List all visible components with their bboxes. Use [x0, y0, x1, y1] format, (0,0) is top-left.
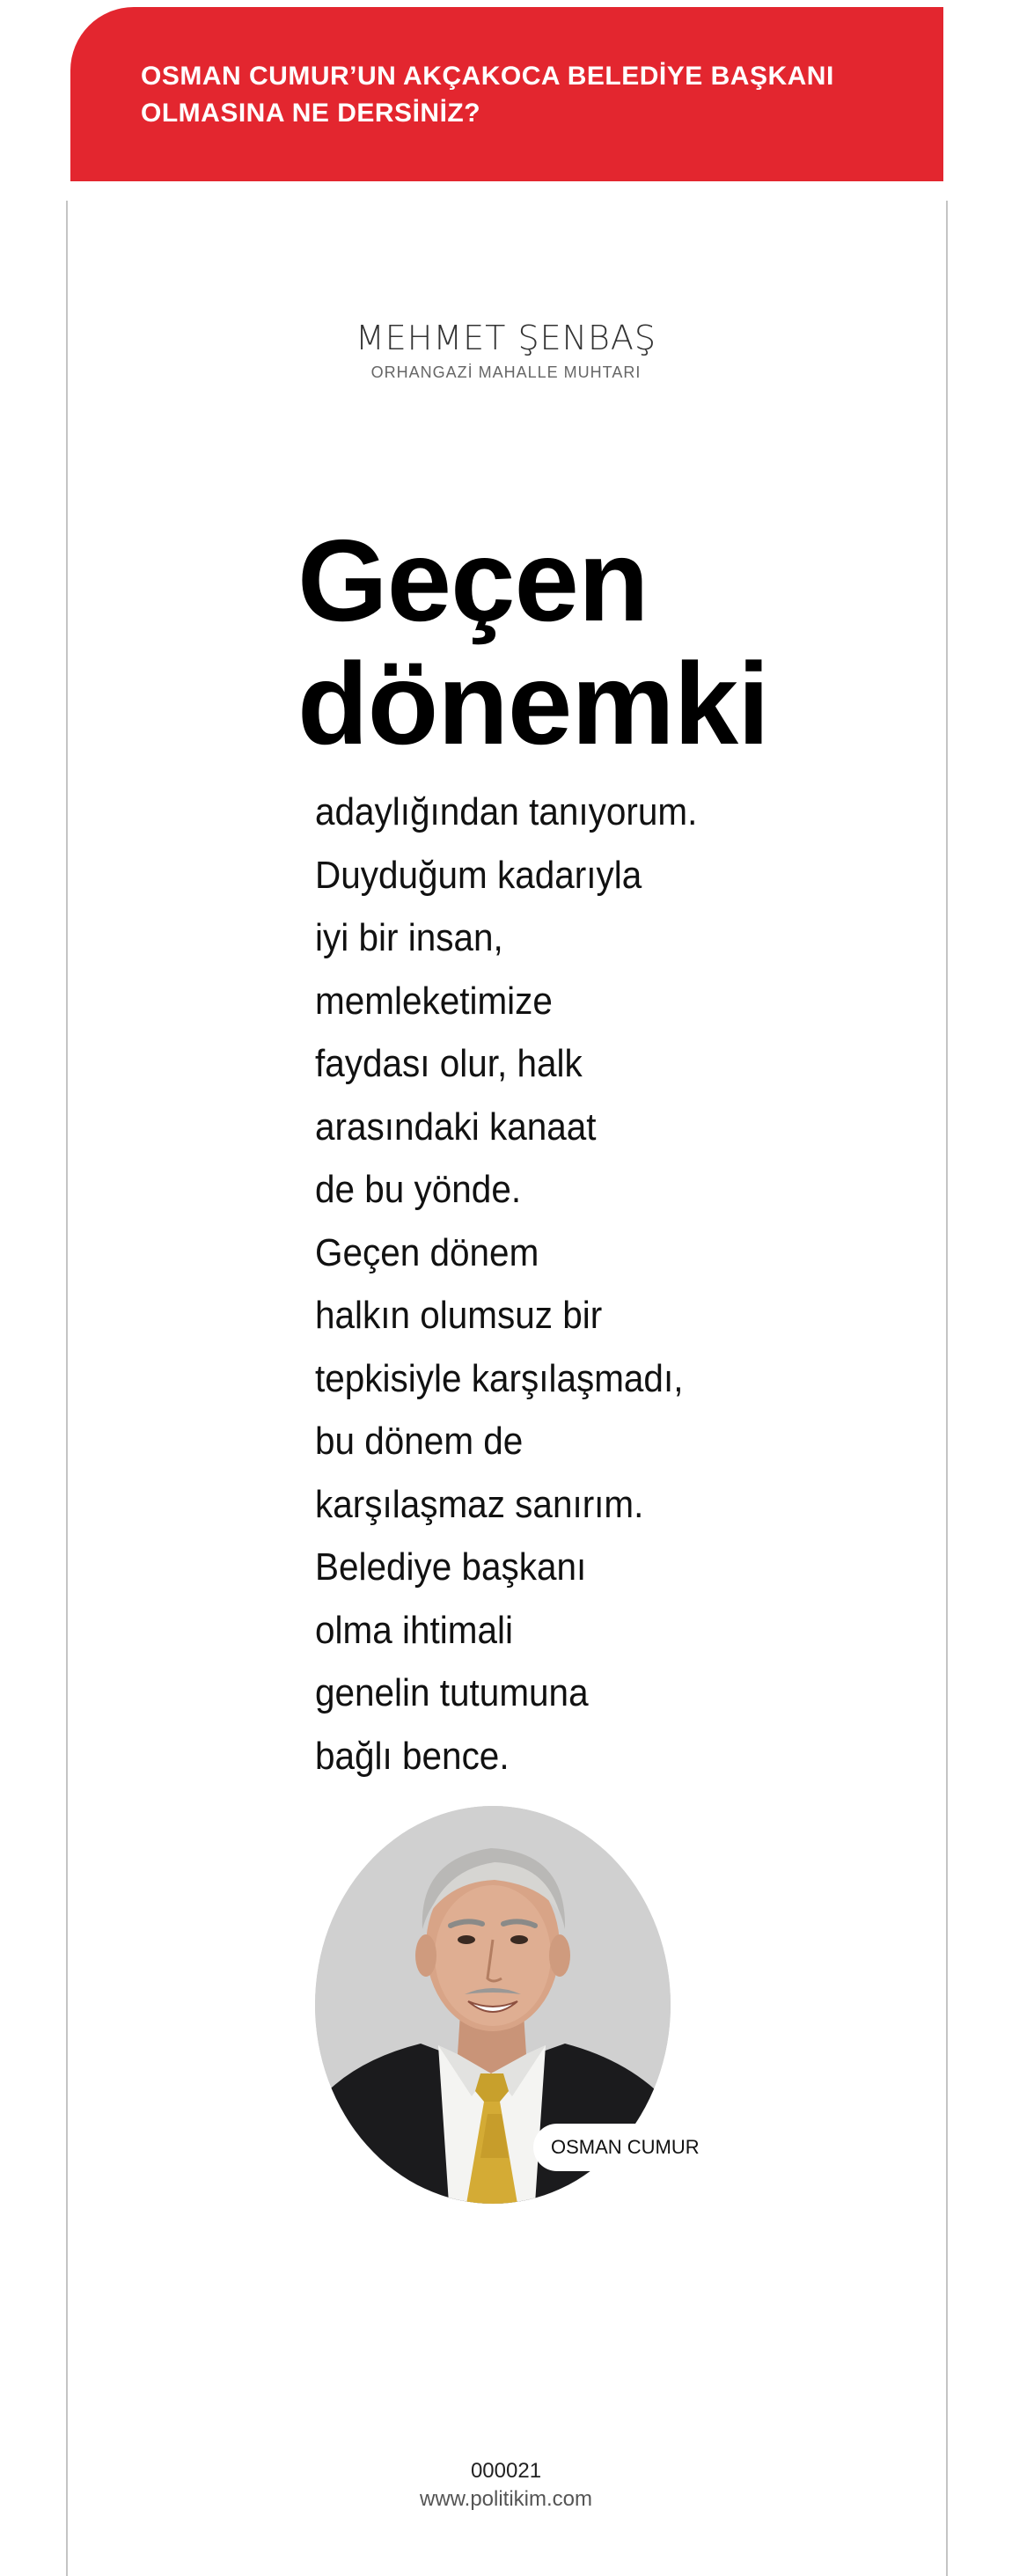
- answer-line: de bu yönde.: [315, 1168, 522, 1211]
- answer-line: tepkisiyle karşılaşmadı,: [315, 1356, 684, 1400]
- answer-line: halkın olumsuz bir: [315, 1294, 603, 1337]
- answer-line: Duyduğum kadarıyla: [315, 853, 642, 897]
- footer-website: www.politikim.com: [419, 2487, 593, 2511]
- answer-line: bu dönem de: [315, 1420, 524, 1463]
- portrait-block: [315, 1806, 700, 2204]
- portrait-caption: OSMAN CUMUR: [533, 2124, 709, 2171]
- footer: [0, 2457, 1012, 2514]
- answer-line: Belediye başkanı: [315, 1545, 587, 1589]
- answer-text: [315, 781, 808, 1787]
- headline-line-1: Geçen: [297, 516, 649, 645]
- answer-line: karşılaşmaz sanırım.: [315, 1482, 644, 1526]
- question-header: [70, 7, 943, 181]
- answer-line: faydası olur, halk: [315, 1042, 583, 1085]
- answer-line: bağlı bence.: [315, 1734, 510, 1778]
- answer-headline: [297, 516, 790, 768]
- answer-line: arasındaki kanaat: [315, 1105, 597, 1149]
- answer-line: olma ihtimali: [315, 1608, 513, 1652]
- respondent-title: ORHANGAZİ MAHALLE MUHTARI: [370, 363, 642, 381]
- question-text: OSMAN CUMUR’UN AKÇAKOCA BELEDİYE BAŞKANI OLMASINA NE DERSİNİZ?: [141, 62, 834, 128]
- respondent-block: [0, 317, 1012, 382]
- footer-code: 000021: [470, 2459, 542, 2483]
- answer-line: genelin tutumuna: [315, 1671, 589, 1714]
- answer-line: adaylığından tanıyorum.: [315, 790, 698, 833]
- answer-line: memleketimize: [315, 979, 553, 1023]
- answer-line: iyi bir insan,: [315, 916, 503, 959]
- answer-line: Geçen dönem: [315, 1230, 539, 1274]
- respondent-name: MEHMET ŞENBAŞ: [355, 319, 656, 357]
- headline-line-2: dönemki: [297, 639, 769, 768]
